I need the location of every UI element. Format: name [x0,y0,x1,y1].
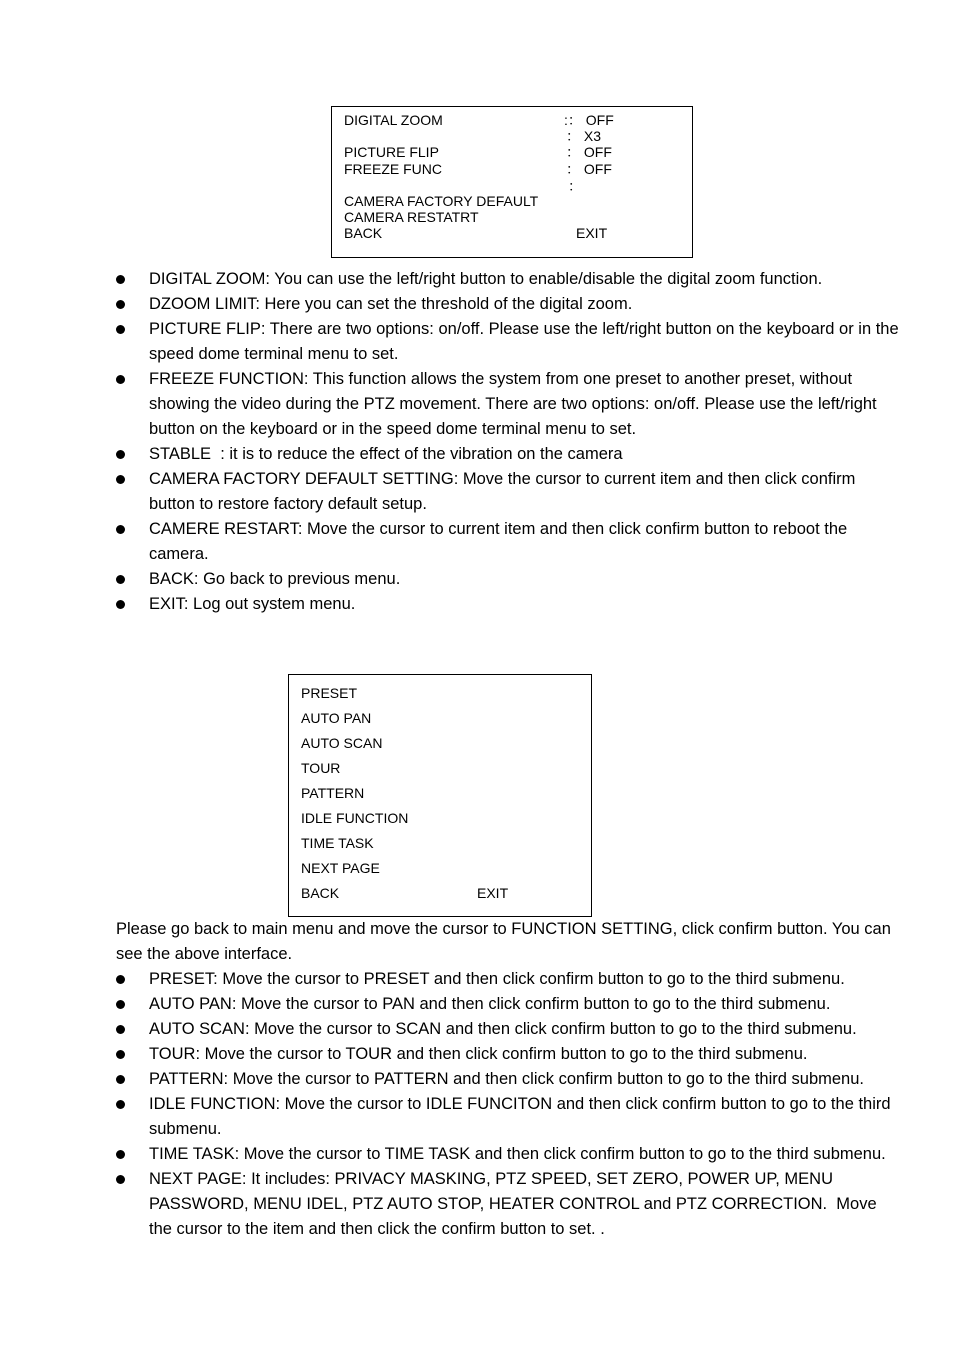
list-item-line: AUTO SCAN: Move the cursor to SCAN and then click confirm button to go to the third submenu. [149,1020,857,1038]
bullet-icon [116,1050,125,1059]
bullet-icon [116,575,125,584]
menu-item-exit: EXIT [477,885,509,901]
list-item-line: button on the keyboard or in the speed dome terminal menu to set. [149,420,637,438]
bullet-icon [116,975,125,984]
list-item-line: TOUR: Move the cursor to TOUR and then click confirm button to go to the third submenu. [149,1045,808,1063]
camera-settings-menu [331,106,693,258]
menu-value-picture-flip: ： OFF [566,144,612,160]
list-item-line: FREEZE FUNCTION: This function allows the system from one preset to another preset, without [149,370,853,388]
menu-item-idle-function: IDLE FUNCTION [301,810,409,826]
list-item-line: button to restore factory default setup. [149,495,427,513]
bullet-icon [116,275,125,284]
menu-value-freeze-func: ： OFF [566,161,612,177]
function-setting-menu [288,674,592,917]
menu-label-back: BACK [344,225,383,241]
bullet-icon [116,1025,125,1034]
list-item-line: PICTURE FLIP: There are two options: on/off. Please use the left/right button on the keyboard or in the [149,320,899,338]
menu-label-freeze-func: FREEZE FUNC [344,161,442,177]
list-item-line: AUTO PAN: Move the cursor to PAN and then click confirm button to go to the third submenu. [149,995,831,1013]
menu-value-stable: ： [568,178,582,194]
list-item-line: PRESET: Move the cursor to PRESET and then click confirm button to go to the third submenu. [149,970,845,988]
list-item-line: submenu. [149,1120,222,1138]
bullet-icon [116,450,125,459]
list-item-line: camera. [149,545,209,563]
list-item-line: DIGITAL ZOOM: You can use the left/right button to enable/disable the digital zoom function. [149,270,823,288]
intro-paragraph-line-1: Please go back to main menu and move the cursor to FUNCTION SETTING, click confirm button. You can [116,920,891,938]
menu-label-camera-restart: CAMERA RESTATRT [344,209,479,225]
bullet-icon [116,600,125,609]
menu-label-picture-flip: PICTURE FLIP [344,144,439,160]
menu-item-next-page: NEXT PAGE [301,860,380,876]
menu-item-preset: PRESET [301,685,358,701]
menu-item-auto-scan: AUTO SCAN [301,735,383,751]
bullet-icon [116,1175,125,1184]
list-item-line: showing the video during the PTZ movement. There are two options: on/off. Please use the left/right [149,395,877,413]
list-item-line: the cursor to the item and then click the confirm button to set. . [149,1220,605,1238]
menu-item-auto-pan: AUTO PAN [301,710,372,726]
menu-label-camera-factory-default: CAMERA FACTORY DEFAULT [344,193,539,209]
menu-item-time-task: TIME TASK [301,835,374,851]
menu-value-digital-zoom: :： OFF [564,112,614,128]
list-item-line: IDLE FUNCTION: Move the cursor to IDLE FUNCITON and then click confirm button to go to the third [149,1095,891,1113]
list-item-line: speed dome terminal menu to set. [149,345,399,363]
list-item-line: PATTERN: Move the cursor to PATTERN and then click confirm button to go to the third submenu. [149,1070,864,1088]
menu-item-tour: TOUR [301,760,341,776]
bullet-icon [116,325,125,334]
list-item-line: CAMERE RESTART: Move the cursor to current item and then click confirm button to reboot the [149,520,848,538]
list-item-line: TIME TASK: Move the cursor to TIME TASK and then click confirm button to go to the third submenu. [149,1145,886,1163]
bullet-icon [116,300,125,309]
list-item-line: DZOOM LIMIT: Here you can set the threshold of the digital zoom. [149,295,633,313]
list-item-line: EXIT: Log out system menu. [149,595,356,613]
intro-paragraph-line-2: see the above interface. [116,945,293,963]
bullet-icon [116,1075,125,1084]
bullet-icon [116,375,125,384]
list-item-line: NEXT PAGE: It includes: PRIVACY MASKING, PTZ SPEED, SET ZERO, POWER UP, MENU [149,1170,834,1188]
list-item-line: PASSWORD, MENU IDEL, PTZ AUTO STOP, HEATER CONTROL and PTZ CORRECTION. Move [149,1195,877,1213]
bullet-icon [116,1150,125,1159]
menu-item-back: BACK [301,885,340,901]
menu-value-dzoom-limit: ： X3 [566,128,602,144]
menu-label-exit: EXIT [576,225,608,241]
bullet-icon [116,1000,125,1009]
bullet-icon [116,525,125,534]
menu-label-digital-zoom: DIGITAL ZOOM [344,112,443,128]
bullet-icon [116,1100,125,1109]
list-item-line: STABLE : it is to reduce the effect of the vibration on the camera [149,445,623,463]
menu-item-pattern: PATTERN [301,785,365,801]
list-item-line: BACK: Go back to previous menu. [149,570,401,588]
bullet-icon [116,475,125,484]
list-item-line: CAMERA FACTORY DEFAULT SETTING: Move the cursor to current item and then click confirm [149,470,856,488]
